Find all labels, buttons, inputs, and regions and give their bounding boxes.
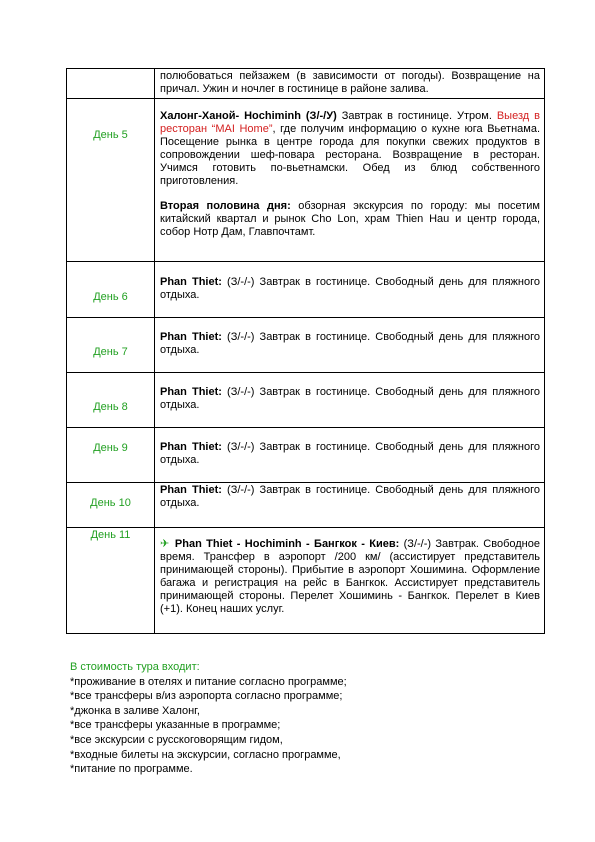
text-run: обзорная экскурсия по городу: мы посетим китайский квартал и рынок Cho Lon, храм Thien Hau и центр города, собор Нотр Дам, Главпочтамт. bbox=[160, 200, 540, 238]
description-paragraph bbox=[160, 70, 540, 96]
day-row-6 bbox=[67, 262, 545, 318]
day-label bbox=[67, 69, 155, 99]
day-label: День 10 bbox=[67, 483, 155, 528]
text-run: , где получим информацию о кухне юга Вьетнама. Посещение рынка в центре города для покупки свежих продуктов в сопровождении шеф-повара ресторана. Возвращение в ресторан. Учимся готовить по-вьетнамски. Обед из блюд собственного приготовления. bbox=[160, 123, 540, 187]
day-description bbox=[155, 373, 545, 428]
day-row-7 bbox=[67, 318, 545, 373]
airplane-icon: ✈ bbox=[160, 538, 175, 550]
day-row-11 bbox=[67, 528, 545, 634]
day-label: День 8 bbox=[67, 373, 155, 428]
day-label: День 7 bbox=[67, 318, 155, 373]
day-description bbox=[155, 262, 545, 318]
tour-includes-item: *проживание в отелях и питание согласно программе; bbox=[70, 675, 347, 688]
bold-heading-text: Phan Thiet: bbox=[160, 441, 222, 453]
text-run: (З/-/-) Завтрак. Свободное время. Трансфер в аэропорт /200 км/ (ассистирует представитель принимающей стороны). Прибытие в аэропорт Хошимина. Оформление багажа и регистрация на рейс в Бангкок. Ассистирует представитель принимающей стороны. Перелет Хошиминь - Бангкок. Перелет в Киев (+1). Конец наших услуг. bbox=[160, 538, 540, 615]
bold-heading-text: Phan Thiet: bbox=[160, 276, 222, 288]
text-run: (З/-/-) Завтрак в гостинице. Свободный день для пляжного отдыха. bbox=[160, 484, 540, 509]
bold-heading-text: Халонг-Ханой- Hochiminh (З/-/У) bbox=[160, 110, 337, 122]
day-row-8 bbox=[67, 373, 545, 428]
description-paragraph bbox=[160, 110, 540, 188]
text-run: (З/-/-) Завтрак в гостинице. Свободный день для пляжного отдыха. bbox=[160, 441, 540, 466]
text-run: (З/-/-) Завтрак в гостинице. Свободный день для пляжного отдыха. bbox=[160, 331, 540, 356]
day-description bbox=[155, 318, 545, 373]
bold-heading-text: Phan Thiet: bbox=[160, 484, 222, 496]
day-row-10 bbox=[67, 483, 545, 528]
day-label: День 9 bbox=[67, 428, 155, 483]
description-paragraph bbox=[160, 331, 540, 357]
day-row-5 bbox=[67, 99, 545, 262]
bold-heading-text: Phan Thiet: bbox=[160, 386, 222, 398]
bold-heading-text: Вторая половина дня: bbox=[160, 200, 291, 212]
tour-includes-title: В стоимость тура входит: bbox=[70, 661, 200, 673]
tour-includes-section bbox=[70, 660, 540, 777]
day-description bbox=[155, 99, 545, 262]
day-label: День 5 bbox=[67, 99, 155, 262]
day-description bbox=[155, 528, 545, 634]
description-paragraph bbox=[160, 538, 540, 616]
day-row-9 bbox=[67, 428, 545, 483]
tour-includes-item: *входные билеты на экскурсии, согласно программе, bbox=[70, 748, 341, 761]
description-paragraph bbox=[160, 386, 540, 412]
itinerary-table bbox=[66, 68, 545, 634]
tour-includes-item: *джонка в заливе Халонг, bbox=[70, 704, 200, 717]
day-description bbox=[155, 428, 545, 483]
tour-includes-item: *все экскурсии с русскоговорящим гидом, bbox=[70, 733, 283, 746]
tour-includes-item: *все трансферы в/из аэропорта согласно программе; bbox=[70, 690, 343, 703]
text-run: (З/-/-) Завтрак в гостинице. Свободный день для пляжного отдыха. bbox=[160, 276, 540, 301]
day-description bbox=[155, 69, 545, 99]
description-paragraph bbox=[160, 200, 540, 239]
description-paragraph bbox=[160, 441, 540, 467]
day-label: День 11 bbox=[67, 528, 155, 634]
description-paragraph bbox=[160, 484, 540, 510]
tour-includes-item: *питание по программе. bbox=[70, 763, 193, 776]
day-row-cont bbox=[67, 69, 545, 99]
description-paragraph bbox=[160, 276, 540, 302]
day-description bbox=[155, 483, 545, 528]
bold-heading-text: Phan Thiet - Hochiminh - Бангкок - Киев: bbox=[174, 538, 400, 550]
text-run: Завтрак в гостинице. Утром. bbox=[336, 110, 497, 122]
text-run: полюбоваться пейзажем (в зависимости от погоды). Возвращение на причал. Ужин и ночлег в гостинице в районе залива. bbox=[160, 70, 540, 95]
highlight-text: Выезд в ресторан “MAI Home” bbox=[160, 110, 540, 135]
tour-includes-item: *все трансферы указанные в программе; bbox=[70, 719, 281, 732]
bold-heading-text: Phan Thiet: bbox=[160, 331, 222, 343]
text-run: (З/-/-) Завтрак в гостинице. Свободный день для пляжного отдыха. bbox=[160, 386, 540, 411]
day-label: День 6 bbox=[67, 262, 155, 318]
